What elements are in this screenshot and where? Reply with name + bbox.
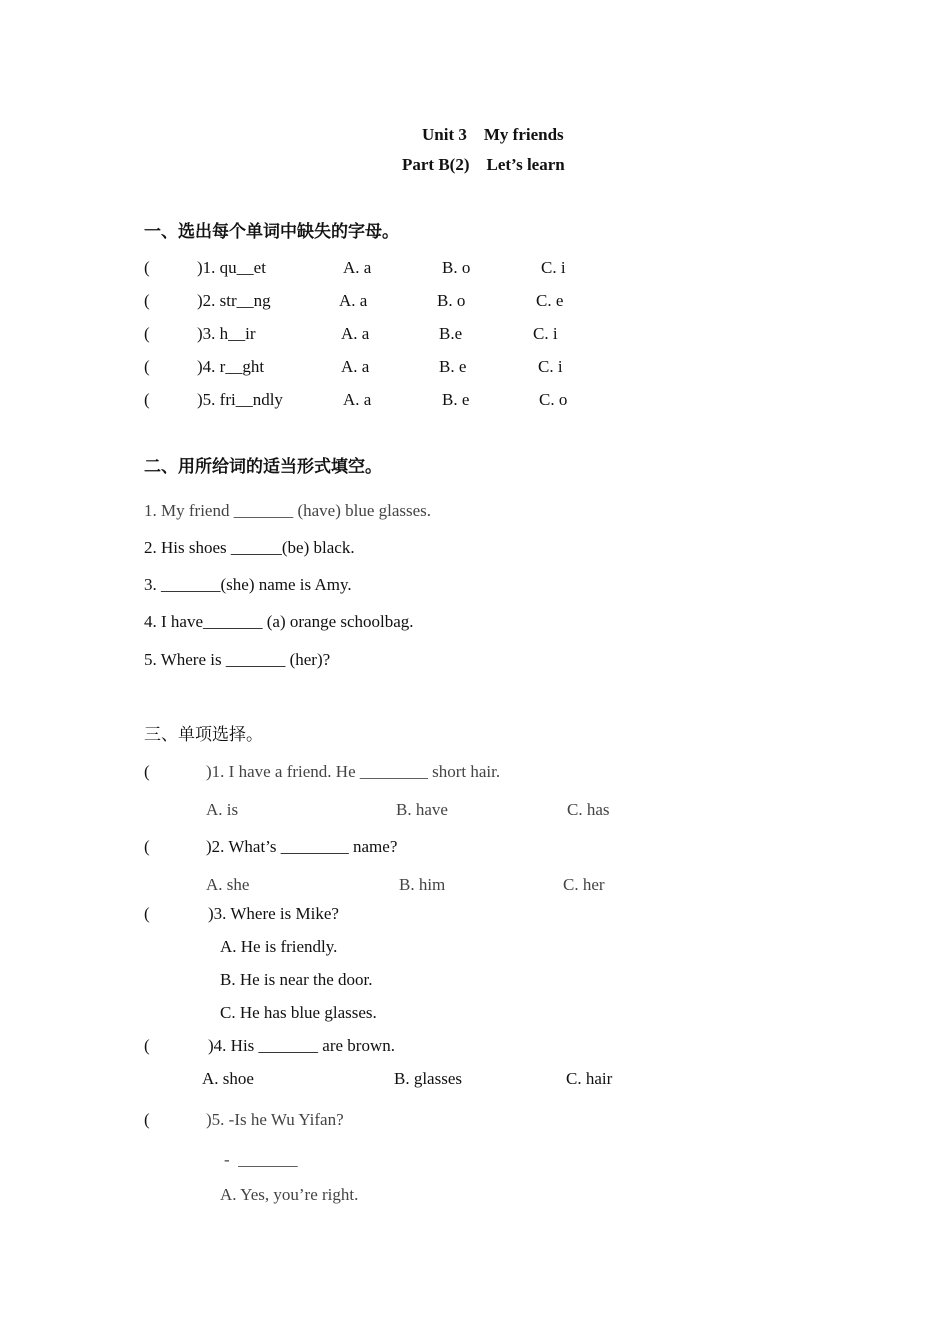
option-b: B. glasses [394, 1069, 462, 1088]
answer-paren[interactable]: ( [144, 291, 150, 310]
option-c: C. o [539, 390, 568, 409]
question-text: )4. r__ght [197, 357, 265, 376]
option-b: B. He is near the door. [220, 970, 373, 989]
option-b: B. e [442, 390, 470, 409]
option-c: C. e [536, 291, 564, 310]
option-c: C. her [563, 875, 605, 894]
option-b: B. o [442, 258, 471, 277]
option-a: A. a [341, 357, 370, 376]
question-text: )3. h__ir [197, 324, 256, 343]
option-c: C. He has blue glasses. [220, 1003, 377, 1022]
option-b: B. o [437, 291, 466, 310]
question-text: )5. -Is he Wu Yifan? [206, 1110, 344, 1129]
question-text: )1. qu__et [197, 258, 266, 277]
answer-paren[interactable]: ( [144, 762, 150, 781]
part-title: Part B(2) Let’s learn [402, 155, 565, 174]
option-b: B. have [396, 800, 448, 819]
section3-heading: 三、单项选择。 [144, 725, 263, 745]
fill-item: 5. Where is _______ (her)? [144, 650, 331, 669]
option-a: A. she [206, 875, 250, 894]
question-text: )2. str__ng [197, 291, 271, 310]
option-a: A. a [343, 258, 372, 277]
question-text: )2. What’s ________ name? [206, 837, 398, 856]
question-text: )5. fri__ndly [197, 390, 283, 409]
answer-paren[interactable]: ( [144, 1110, 150, 1129]
option-b: B. him [399, 875, 446, 894]
answer-blank[interactable]: - _______ [224, 1150, 298, 1169]
unit-title: Unit 3 My friends [422, 125, 564, 144]
fill-item: 1. My friend _______ (have) blue glasses. [144, 501, 432, 520]
answer-paren[interactable]: ( [144, 837, 150, 856]
fill-item: 2. His shoes ______(be) black. [144, 538, 355, 557]
question-text: )4. His _______ are brown. [208, 1036, 395, 1055]
option-c: C. i [538, 357, 563, 376]
option-a: A. shoe [202, 1069, 254, 1088]
option-a: A. is [206, 800, 239, 819]
option-a: A. Yes, you’re right. [220, 1185, 359, 1204]
question-text: )3. Where is Mike? [208, 904, 339, 923]
answer-paren[interactable]: ( [144, 357, 150, 376]
answer-paren[interactable]: ( [144, 390, 150, 409]
option-c: C. i [541, 258, 566, 277]
section1-heading: 一、选出每个单词中缺失的字母。 [144, 222, 399, 242]
option-c: C. hair [566, 1069, 613, 1088]
answer-paren[interactable]: ( [144, 904, 150, 923]
option-b: B. e [439, 357, 467, 376]
option-a: A. a [343, 390, 372, 409]
fill-item: 4. I have_______ (a) orange schoolbag. [144, 612, 414, 631]
option-a: A. He is friendly. [220, 937, 338, 956]
answer-paren[interactable]: ( [144, 258, 150, 277]
option-b: B.e [439, 324, 463, 343]
section2-heading: 二、用所给词的适当形式填空。 [144, 457, 382, 477]
answer-paren[interactable]: ( [144, 1036, 150, 1055]
question-text: )1. I have a friend. He ________ short hair. [206, 762, 501, 781]
answer-paren[interactable]: ( [144, 324, 150, 343]
option-a: A. a [339, 291, 368, 310]
option-c: C. i [533, 324, 558, 343]
option-c: C. has [567, 800, 610, 819]
fill-item: 3. _______(she) name is Amy. [144, 575, 352, 594]
option-a: A. a [341, 324, 370, 343]
